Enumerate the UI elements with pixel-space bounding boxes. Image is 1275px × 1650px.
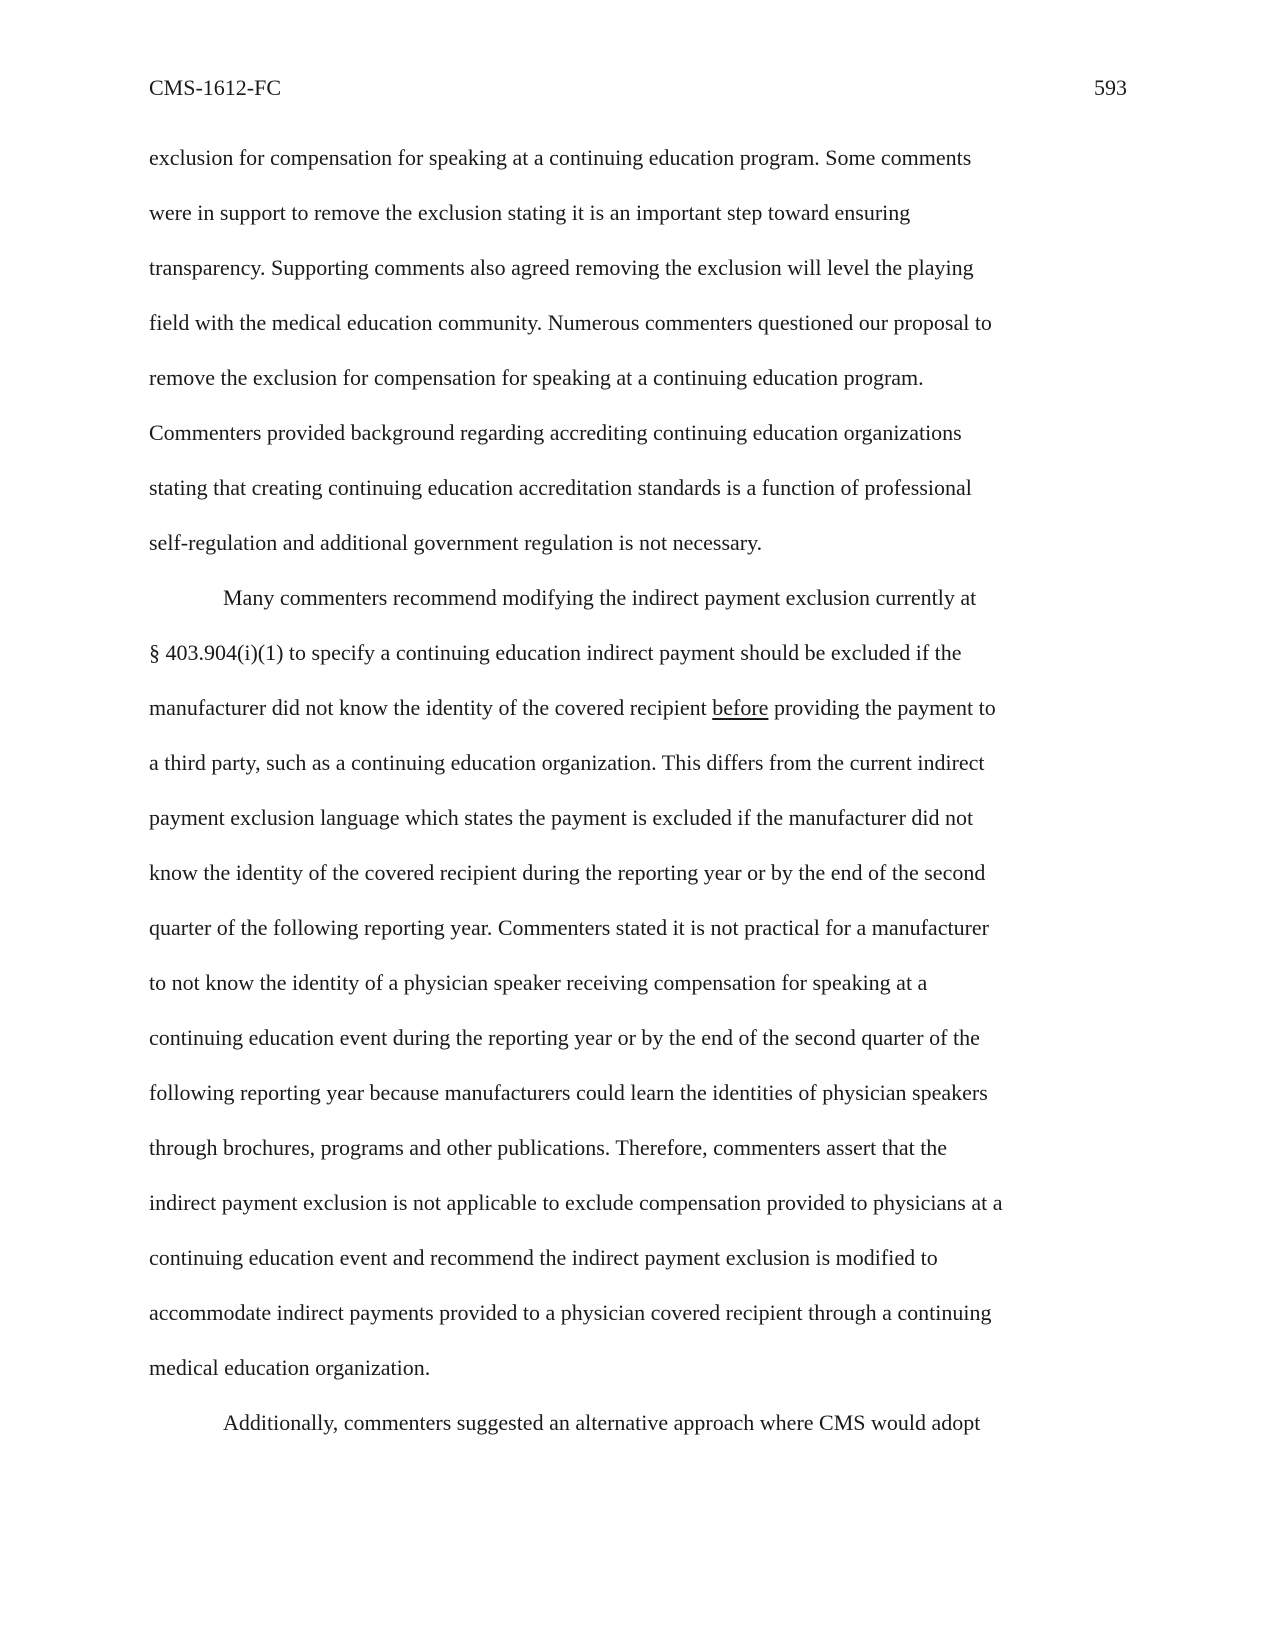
text-segment: providing the payment to: [768, 695, 996, 720]
text-line: a third party, such as a continuing education organization. This differs from the current indirect: [149, 750, 985, 775]
text-line: know the identity of the covered recipient during the reporting year or by the end of the second: [149, 860, 986, 885]
underlined-word: before: [712, 695, 769, 720]
paragraph-start-line: Many commenters recommend modifying the indirect payment exclusion currently at: [223, 585, 977, 610]
page-number: 593: [1094, 75, 1127, 100]
text-line: stating that creating continuing education accreditation standards is a function of professional: [149, 475, 972, 500]
text-line: through brochures, programs and other publications. Therefore, commenters assert that the: [149, 1135, 948, 1160]
text-line: remove the exclusion for compensation for speaking at a continuing education program.: [149, 365, 924, 390]
text-line: [149, 693, 996, 723]
paragraph-start-line: Additionally, commenters suggested an alternative approach where CMS would adopt: [223, 1410, 981, 1435]
text-line: exclusion for compensation for speaking at a continuing education program. Some comments: [149, 145, 972, 170]
text-line: payment exclusion language which states the payment is excluded if the manufacturer did not: [149, 805, 974, 830]
text-line: accommodate indirect payments provided to a physician covered recipient through a continuing: [149, 1300, 992, 1325]
text-line: continuing education event during the reporting year or by the end of the second quarter of the: [149, 1025, 980, 1050]
text-segment: manufacturer did not know the identity of the covered recipient: [149, 695, 713, 720]
document-id: CMS-1612-FC: [149, 75, 282, 100]
text-line: continuing education event and recommend the indirect payment exclusion is modified to: [149, 1245, 938, 1270]
text-line: quarter of the following reporting year. Commenters stated it is not practical for a manufacturer: [149, 915, 989, 940]
text-line: indirect payment exclusion is not applicable to exclude compensation provided to physicians at a: [149, 1190, 1003, 1215]
text-line: following reporting year because manufacturers could learn the identities of physician speakers: [149, 1080, 988, 1105]
text-line: were in support to remove the exclusion stating it is an important step toward ensuring: [149, 200, 911, 225]
text-line: Commenters provided background regarding accrediting continuing education organizations: [149, 420, 962, 445]
text-line: field with the medical education community. Numerous commenters questioned our proposal to: [149, 310, 992, 335]
text-line: medical education organization.: [149, 1355, 431, 1380]
text-line: to not know the identity of a physician speaker receiving compensation for speaking at a: [149, 970, 928, 995]
text-line: § 403.904(i)(1) to specify a continuing education indirect payment should be excluded if the: [149, 640, 962, 665]
text-line: self-regulation and additional government regulation is not necessary.: [149, 530, 763, 555]
text-line: transparency. Supporting comments also agreed removing the exclusion will level the playing: [149, 255, 974, 280]
